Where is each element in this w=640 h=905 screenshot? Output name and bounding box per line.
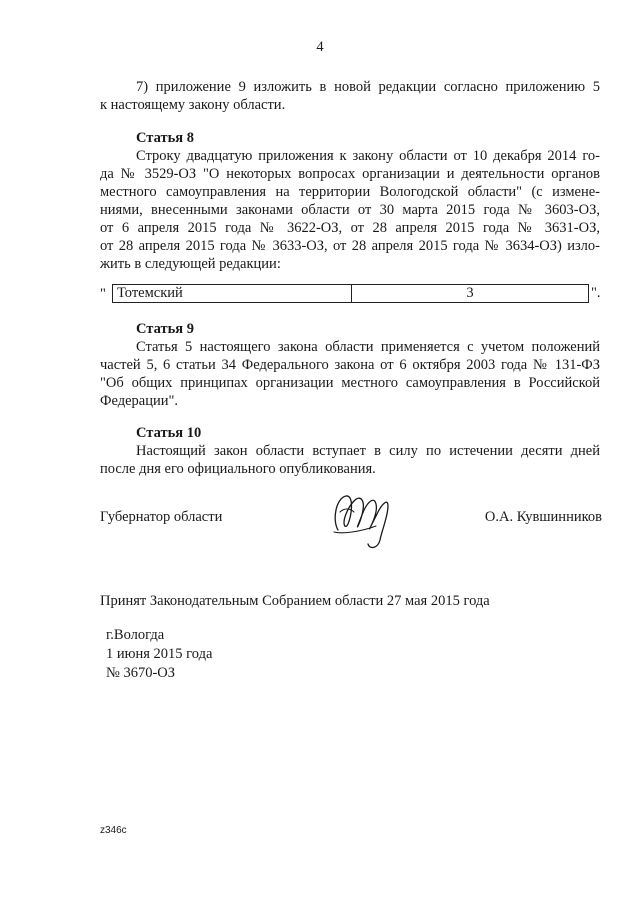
- place-date-block: [106, 626, 212, 683]
- article8-line: жить в следующей редакции:: [100, 256, 281, 272]
- article8-line: да № 3529-ОЗ "О некоторых вопросах организации и деятельности органов: [100, 166, 600, 182]
- article8-line: от 28 апреля 2015 года № 3633-ОЗ, от 28 апреля 2015 года № 3634-ОЗ) изло-: [100, 238, 600, 254]
- district-table: [100, 284, 605, 304]
- item7-paragraph: [100, 78, 600, 114]
- article10-line: после дня его официального опубликования.: [100, 461, 376, 477]
- table-close-quote: ".: [591, 285, 601, 301]
- article10-heading: Статья 10: [136, 425, 202, 441]
- article8-line: местного самоуправления на территории Вологодской области" (с измене-: [100, 184, 600, 200]
- article8-paragraph: [100, 147, 600, 273]
- adoption-note: Принят Законодательным Собранием области 27 мая 2015 года: [100, 593, 490, 609]
- item7-line: 7) приложение 9 изложить в новой редакции согласно приложению 5: [136, 79, 600, 95]
- article9-line: "Об общих принципах организации местного самоуправления в Российской: [100, 375, 600, 391]
- article10-line: Настоящий закон области вступает в силу по истечении десяти дней: [136, 443, 600, 459]
- table-open-quote: ": [100, 286, 106, 302]
- article9-line: Статья 5 настоящего закона области применяется с учетом положений: [136, 339, 600, 355]
- value-cell: 3: [466, 285, 474, 301]
- article9-line: Федерации".: [100, 393, 179, 409]
- article8-line: от 6 апреля 2015 года № 3622-ОЗ, от 28 апреля 2015 года № 3631-ОЗ,: [100, 220, 600, 236]
- district-cell: Тотемский: [113, 285, 352, 302]
- signatory-name: О.А. Кувшинников: [484, 509, 602, 525]
- article8-heading: Статья 8: [136, 130, 194, 146]
- table-row: [112, 284, 589, 303]
- law-number: № 3670-ОЗ: [106, 665, 176, 681]
- law-date: 1 июня 2015 года: [106, 646, 213, 662]
- article8-line: ниями, внесенными законами области от 30 марта 2015 года № 3603-ОЗ,: [100, 202, 600, 218]
- article9-paragraph: [100, 338, 600, 410]
- handwritten-signature: [330, 490, 410, 552]
- document-code: z346c: [100, 825, 127, 836]
- article9-line: частей 5, 6 статьи 34 Федерального закона от 6 октября 2003 года № 131-ФЗ: [100, 357, 600, 373]
- article10-paragraph: [100, 442, 600, 478]
- item7-line: к настоящему закону области.: [100, 97, 286, 113]
- page-number: 4: [316, 39, 324, 55]
- place-city: г.Вологда: [106, 627, 165, 643]
- article9-heading: Статья 9: [136, 321, 194, 337]
- signatory-title: Губернатор области: [100, 509, 223, 525]
- article8-line: Строку двадцатую приложения к закону области от 10 декабря 2014 го-: [136, 148, 600, 164]
